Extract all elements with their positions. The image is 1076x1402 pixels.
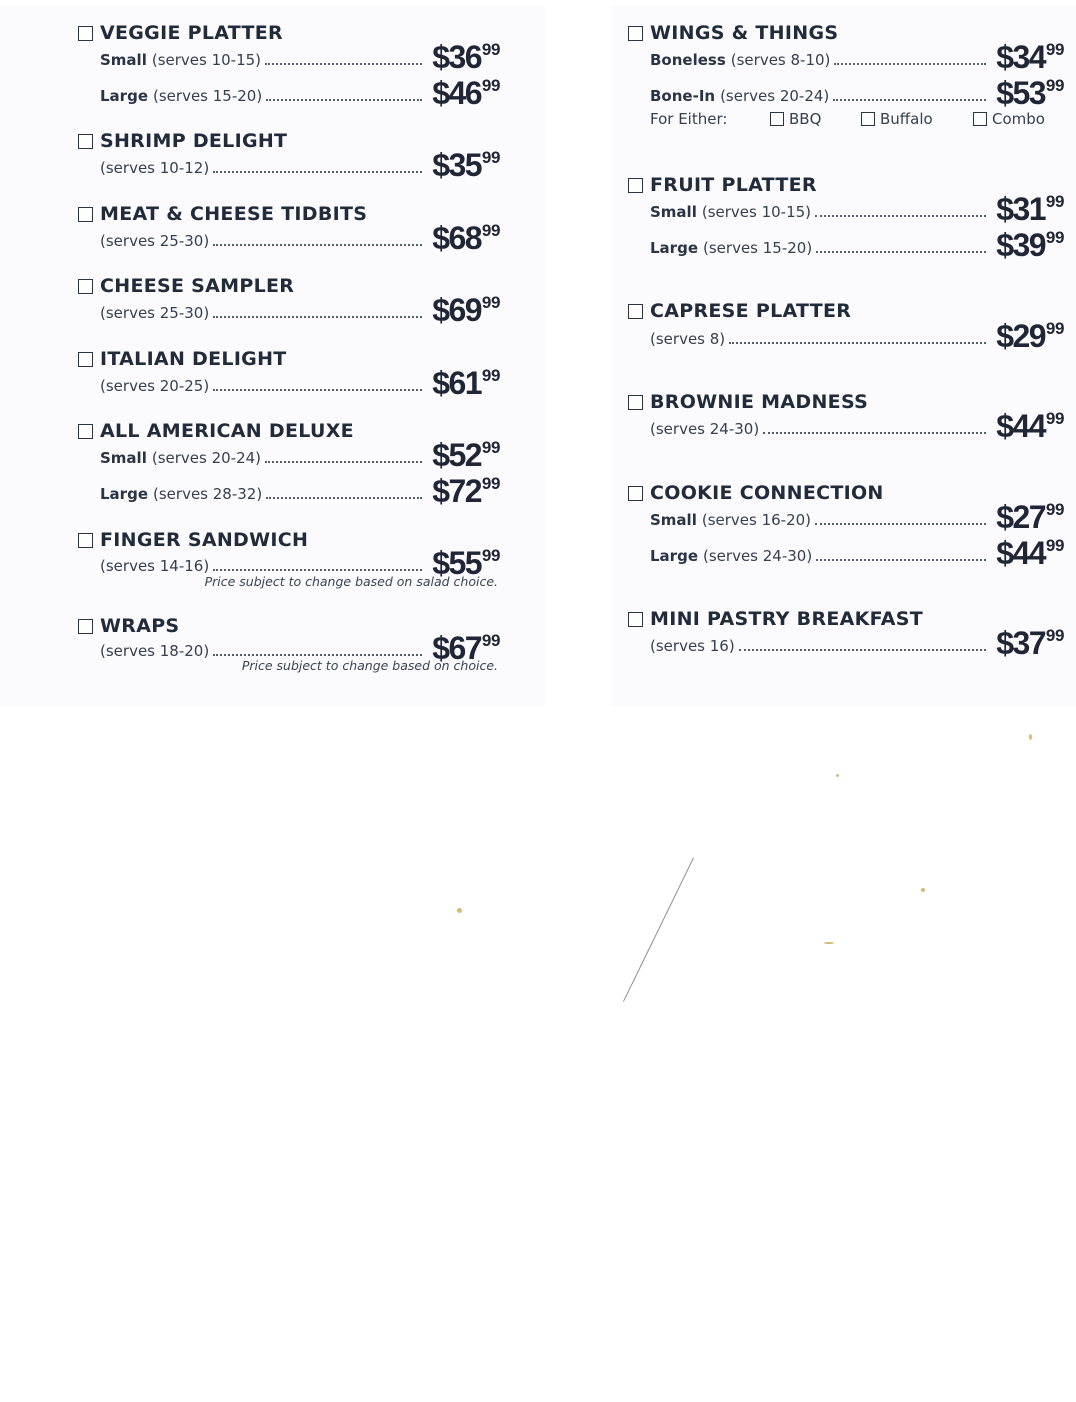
leader-dots	[213, 316, 422, 318]
price-cents: 99	[1045, 76, 1064, 95]
option-label: BBQ	[789, 110, 822, 128]
leader-dots	[834, 63, 986, 65]
leader-dots	[815, 523, 986, 525]
checkbox-cookie-connection[interactable]	[628, 486, 643, 501]
price-cents: 99	[1045, 409, 1064, 428]
scan-scratch	[623, 858, 694, 1002]
price-dollars: $68	[432, 220, 481, 256]
price-cents: 99	[481, 546, 500, 565]
item-title: COOKIE CONNECTION	[650, 482, 884, 504]
price-dollars: $34	[996, 39, 1045, 75]
leader-dots	[739, 649, 986, 651]
option-combo[interactable]	[973, 110, 1045, 128]
serves-label: (serves 16-20)	[701, 511, 812, 529]
leader-dots	[265, 461, 422, 463]
item-title: WINGS & THINGS	[650, 22, 839, 44]
serves-label: (serves 10-15)	[701, 203, 812, 221]
price-dollars: $36	[432, 39, 481, 75]
price	[990, 627, 1064, 659]
leader-dots	[729, 342, 986, 344]
size-label: Large	[650, 239, 698, 257]
scan-speck	[836, 774, 839, 777]
checkbox-meat-cheese-tidbits[interactable]	[78, 207, 93, 222]
row-label	[650, 511, 988, 529]
serves-label: (serves 25-30)	[100, 304, 210, 322]
price	[990, 410, 1064, 442]
row-label	[100, 557, 424, 575]
option-label: Combo	[992, 110, 1045, 128]
price	[990, 320, 1064, 352]
checkbox-fruit-platter[interactable]	[628, 178, 643, 193]
size-label: Boneless	[650, 51, 726, 69]
menu-item-wings-things	[628, 20, 1064, 135]
menu-item-meat-cheese-tidbits	[78, 201, 500, 257]
price-cents: 99	[1045, 500, 1064, 519]
menu-item-mini-pastry-breakfast	[628, 606, 1064, 662]
price	[426, 149, 500, 181]
leader-dots	[266, 497, 422, 499]
leader-dots	[833, 99, 986, 101]
price-cents: 99	[1045, 536, 1064, 555]
price-row	[100, 286, 500, 326]
serves-label: (serves 10-15)	[151, 51, 262, 69]
checkbox-mini-pastry-breakfast[interactable]	[628, 612, 643, 627]
item-title: VEGGIE PLATTER	[100, 22, 283, 44]
price-dollars: $35	[432, 147, 481, 183]
item-title: ITALIAN DELIGHT	[100, 348, 287, 370]
size-label: Small	[650, 203, 697, 221]
row-label	[650, 637, 988, 655]
serves-label: (serves 25-30)	[100, 232, 210, 250]
price-row-small	[650, 185, 1064, 225]
price-cents: 99	[1045, 228, 1064, 247]
price-cents: 99	[481, 148, 500, 167]
leader-dots	[213, 654, 422, 656]
leader-dots	[213, 244, 422, 246]
serves-label: (serves 8)	[650, 330, 726, 348]
leader-dots	[213, 569, 422, 571]
serves-label: (serves 8-10)	[730, 51, 831, 69]
price-row	[100, 214, 500, 254]
price	[426, 294, 500, 326]
price-cents: 99	[481, 631, 500, 650]
row-label	[100, 51, 424, 69]
checkbox-veggie-platter[interactable]	[78, 26, 93, 41]
price-dollars: $55	[432, 545, 481, 581]
serves-label: (serves 15-20)	[153, 87, 263, 105]
menu-item-fruit-platter	[628, 172, 1064, 262]
size-label: Large	[100, 87, 148, 105]
price-cents: 99	[481, 293, 500, 312]
menu-item-finger-sandwich	[78, 527, 500, 593]
menu-item-wraps	[78, 613, 500, 679]
leader-dots	[815, 215, 986, 217]
serves-label: (serves 16)	[650, 637, 735, 655]
size-label: Small	[100, 51, 147, 69]
serves-label: (serves 10-12)	[100, 159, 210, 177]
price-row-bone-in	[650, 69, 1064, 109]
checkbox-all-american-deluxe[interactable]	[78, 424, 93, 439]
serves-label: (serves 28-32)	[153, 485, 263, 503]
checkbox-shrimp-delight[interactable]	[78, 134, 93, 149]
price	[990, 229, 1064, 261]
serves-label: (serves 14-16)	[100, 557, 210, 575]
scan-speck	[457, 908, 462, 913]
price-cents: 99	[481, 40, 500, 59]
serves-label: (serves 20-24)	[720, 87, 830, 105]
row-label	[650, 203, 988, 221]
scan-speck	[824, 942, 834, 944]
item-title: ALL AMERICAN DELUXE	[100, 420, 354, 442]
menu-item-veggie-platter	[78, 20, 500, 110]
sauce-options	[650, 110, 1070, 132]
price-note: Price subject to change based on salad choice.	[204, 574, 498, 589]
row-label	[650, 420, 988, 438]
price-cents: 99	[481, 438, 500, 457]
row-label	[650, 330, 988, 348]
price-row	[650, 402, 1064, 442]
price-row-small	[650, 493, 1064, 533]
price-dollars: $31	[996, 191, 1045, 227]
price-row-small	[100, 33, 500, 73]
size-label: Large	[100, 485, 148, 503]
serves-label: (serves 24-30)	[650, 420, 760, 438]
price-dollars: $44	[996, 535, 1045, 571]
price	[426, 222, 500, 254]
option-label: Buffalo	[880, 110, 933, 128]
serves-label: (serves 20-25)	[100, 377, 210, 395]
price-row	[100, 539, 500, 579]
menu-item-italian-delight	[78, 346, 500, 402]
price-cents: 99	[481, 221, 500, 240]
price-dollars: $52	[432, 437, 481, 473]
menu-item-cheese-sampler	[78, 273, 500, 329]
leader-dots	[763, 432, 986, 434]
scan-speck	[921, 888, 925, 892]
price-dollars: $61	[432, 365, 481, 401]
row-label	[100, 377, 424, 395]
price-row-boneless	[650, 33, 1064, 73]
row-label	[100, 485, 424, 503]
price-dollars: $72	[432, 473, 481, 509]
price-cents: 99	[481, 366, 500, 385]
sauce-options-label: For Either:	[650, 110, 728, 128]
item-title: MEAT & CHEESE TIDBITS	[100, 203, 368, 225]
menu-item-cookie-connection	[628, 480, 1064, 570]
menu-item-caprese-platter	[628, 298, 1064, 354]
price-dollars: $67	[432, 630, 481, 666]
price	[426, 475, 500, 507]
row-label	[650, 547, 988, 565]
menu-item-brownie-madness	[628, 389, 1064, 445]
price-dollars: $39	[996, 227, 1045, 263]
item-title: CAPRESE PLATTER	[650, 300, 852, 322]
size-label: Large	[650, 547, 698, 565]
checkbox-wraps[interactable]	[78, 619, 93, 634]
price-cents: 99	[1045, 40, 1064, 59]
leader-dots	[213, 171, 422, 173]
serves-label: (serves 20-24)	[151, 449, 262, 467]
size-label: Small	[100, 449, 147, 467]
size-label: Bone-In	[650, 87, 716, 105]
checkbox-buffalo[interactable]	[861, 112, 875, 126]
leader-dots	[816, 559, 986, 561]
price-dollars: $29	[996, 318, 1045, 354]
price-dollars: $53	[996, 75, 1045, 111]
price	[426, 77, 500, 109]
item-title: SHRIMP DELIGHT	[100, 130, 288, 152]
price-row-large	[100, 69, 500, 109]
price-row	[100, 141, 500, 181]
price	[426, 367, 500, 399]
price	[990, 537, 1064, 569]
row-label	[650, 87, 988, 105]
leader-dots	[266, 99, 422, 101]
serves-label: (serves 24-30)	[703, 547, 813, 565]
price-dollars: $44	[996, 408, 1045, 444]
price-cents: 99	[1045, 626, 1064, 645]
price-cents: 99	[1045, 192, 1064, 211]
option-bbq[interactable]	[770, 110, 821, 128]
row-label	[100, 232, 424, 250]
checkbox-finger-sandwich[interactable]	[78, 533, 93, 548]
leader-dots	[265, 63, 422, 65]
price-row-large	[650, 529, 1064, 569]
item-title: FINGER SANDWICH	[100, 529, 309, 551]
checkbox-wings-things[interactable]	[628, 26, 643, 41]
price-dollars: $46	[432, 75, 481, 111]
price-row	[650, 312, 1064, 352]
option-buffalo[interactable]	[861, 110, 933, 128]
serves-label: (serves 15-20)	[703, 239, 813, 257]
price-dollars: $37	[996, 625, 1045, 661]
row-label	[100, 304, 424, 322]
price-cents: 99	[481, 76, 500, 95]
checkbox-combo[interactable]	[973, 112, 987, 126]
price-row-small	[100, 431, 500, 471]
price-row-large	[100, 467, 500, 507]
row-label	[100, 449, 424, 467]
checkbox-bbq[interactable]	[770, 112, 784, 126]
row-label	[650, 51, 988, 69]
checkbox-brownie-madness[interactable]	[628, 395, 643, 410]
item-title: MINI PASTRY BREAKFAST	[650, 608, 924, 630]
scan-speck	[1029, 734, 1032, 740]
price-cents: 99	[1045, 319, 1064, 338]
serves-label: (serves 18-20)	[100, 642, 210, 660]
item-title: FRUIT PLATTER	[650, 174, 817, 196]
checkbox-italian-delight[interactable]	[78, 352, 93, 367]
row-label	[100, 87, 424, 105]
price-dollars: $27	[996, 499, 1045, 535]
price	[990, 77, 1064, 109]
size-label: Small	[650, 511, 697, 529]
price-row	[650, 619, 1064, 659]
price-dollars: $69	[432, 292, 481, 328]
row-label	[100, 159, 424, 177]
checkbox-caprese-platter[interactable]	[628, 304, 643, 319]
item-title: BROWNIE MADNESS	[650, 391, 869, 413]
leader-dots	[213, 389, 422, 391]
price-row-large	[650, 221, 1064, 261]
price-row	[100, 359, 500, 399]
row-label	[650, 239, 988, 257]
item-title: CHEESE SAMPLER	[100, 275, 295, 297]
price-cents: 99	[481, 474, 500, 493]
menu-item-all-american-deluxe	[78, 418, 500, 508]
menu-item-shrimp-delight	[78, 128, 500, 184]
leader-dots	[816, 251, 986, 253]
price-note: Price subject to change based on choice.	[241, 658, 498, 673]
item-title: WRAPS	[100, 615, 180, 637]
checkbox-cheese-sampler[interactable]	[78, 279, 93, 294]
